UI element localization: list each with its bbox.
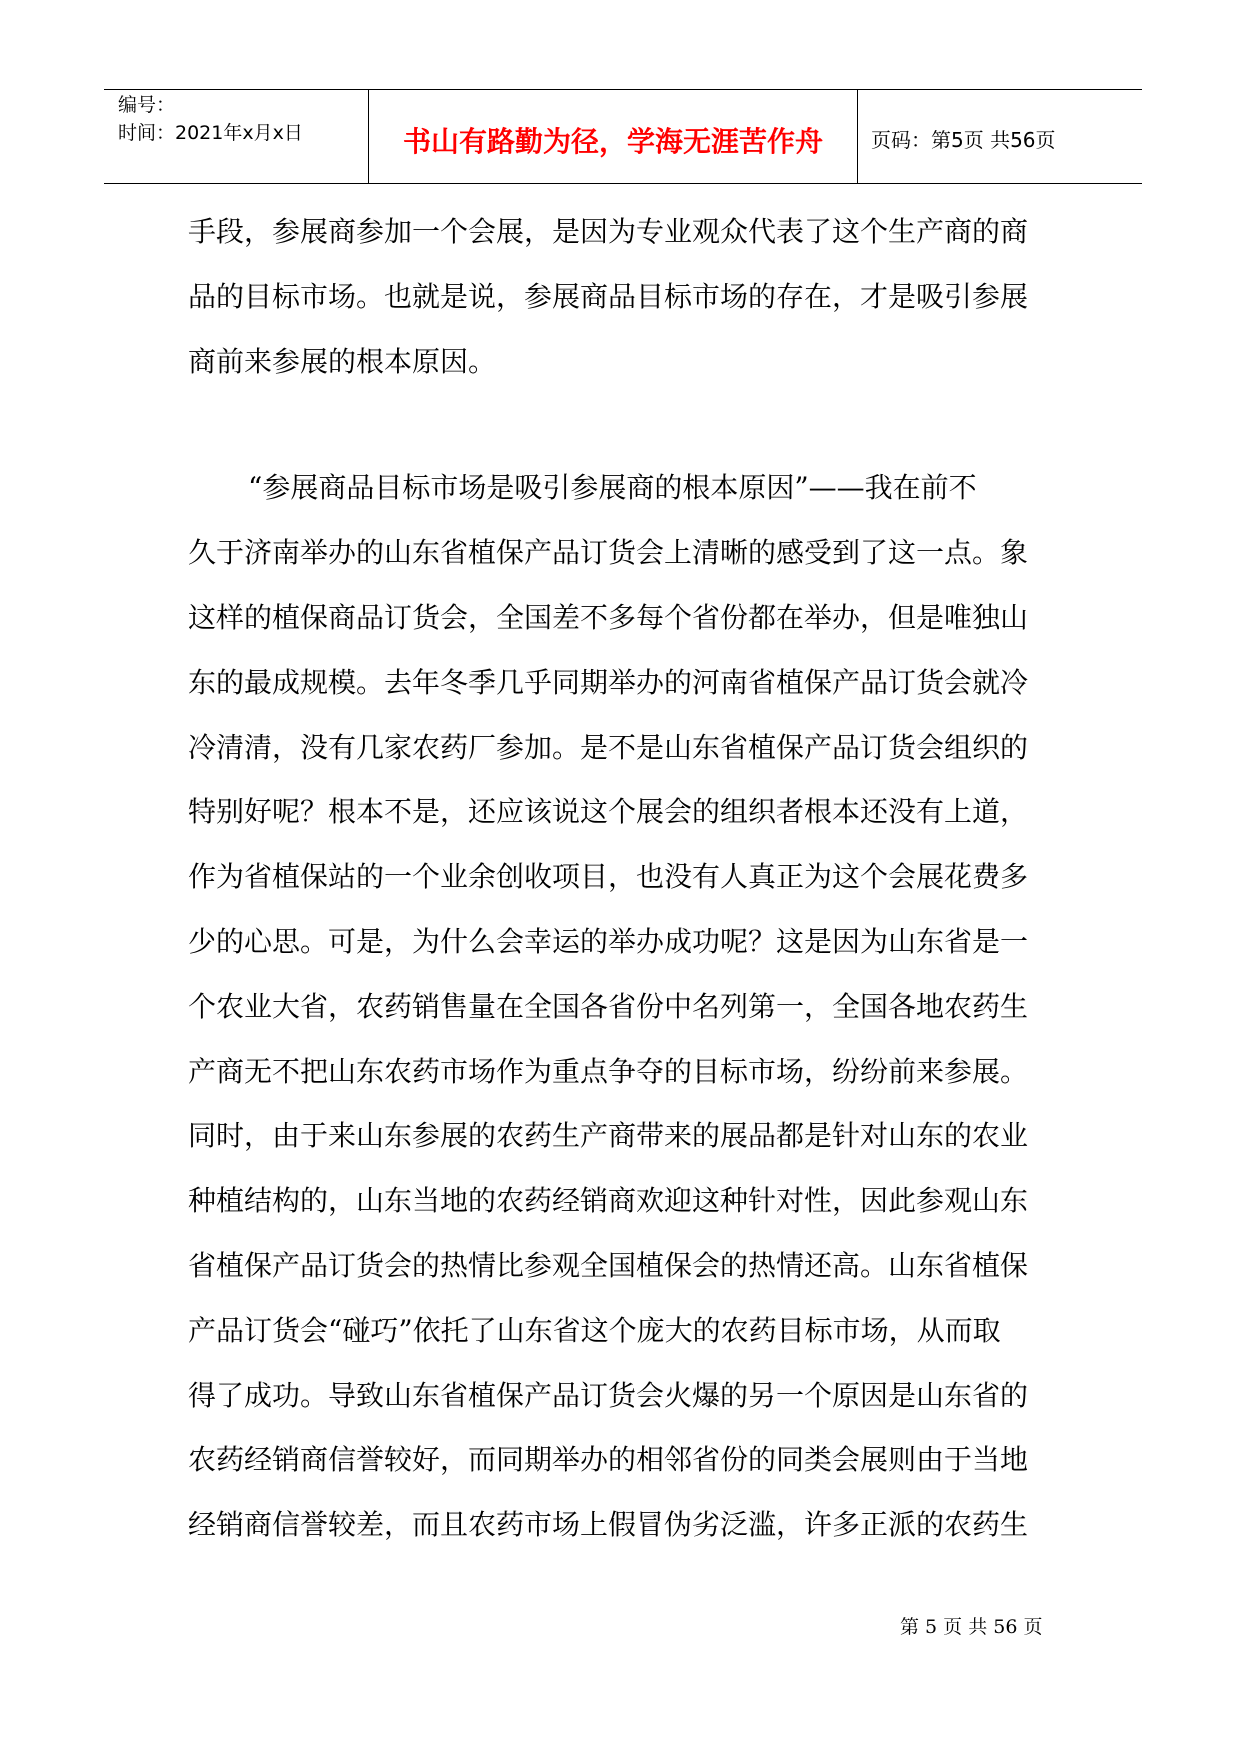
text-line: 省植保产品订货会的热情比参观全国植保会的热情还高。山东省植保 [188,1248,1029,1282]
header-meta-cell [104,90,368,183]
text-line: 少的心思。可是，为什么会幸运的举办成功呢？这是因为山东省是一 [188,924,1029,958]
text-line: 产商无不把山东农药市场作为重点争夺的目标市场，纷纷前来参展。 [188,1054,1029,1088]
document-time-label: 时间：2021年x月x日 [118,122,303,144]
text-line: 经销商信誉较差，而且农药市场上假冒伪劣泛滥，许多正派的农药生 [188,1508,1029,1542]
text-line: 种植结构的，山东当地的农药经销商欢迎这种针对性，因此参观山东 [188,1184,1029,1218]
header-motto-cell [368,90,858,183]
text-line: 这样的植保商品订货会，全国差不多每个省份都在举办，但是唯独山 [188,600,1029,634]
text-line: “参展商品目标市场是吸引参展商的根本原因”——我在前不 [248,471,977,505]
paragraph-spacer [188,394,1058,456]
paragraph-main [188,456,1058,1558]
header-page-cell [857,90,1142,183]
text-line: 商前来参展的根本原因。 [188,344,497,378]
text-line: 得了成功。导致山东省植保产品订货会火爆的另一个原因是山东省的 [188,1378,1029,1412]
text-line: 手段，参展商参加一个会展，是因为专业观众代表了这个生产商的商 [188,215,1029,248]
text-line: 品的目标市场。也就是说，参展商品目标市场的存在，才是吸引参展 [188,279,1029,313]
document-body [188,200,1058,1558]
document-number-label: 编号： [118,94,176,116]
text-line: 东的最成规模。去年冬季几乎同期举办的河南省植保产品订货会就冷 [188,665,1029,699]
header-motto: 书山有路勤为径，学海无涯苦作舟 [402,125,823,158]
text-line: 特别好呢？根本不是，还应该说这个展会的组织者根本还没有上道， [188,795,1029,829]
text-line: 农药经销商信誉较好，而同期举办的相邻省份的同类会展则由于当地 [188,1443,1029,1477]
header-page-code: 页码：第5页 共56页 [871,128,1056,152]
page-footer-number: 第 5 页 共 56 页 [900,1616,1043,1638]
text-line: 作为省植保站的一个业余创收项目，也没有人真正为这个会展花费多 [188,860,1029,894]
text-line: 产品订货会“碰巧”依托了山东省这个庞大的农药目标市场，从而取 [188,1313,1001,1347]
text-line: 冷清清，没有几家农药厂参加。是不是山东省植保产品订货会组织的 [188,730,1029,764]
page-header [104,89,1142,184]
paragraph-continued [188,200,1058,394]
text-line: 久于济南举办的山东省植保产品订货会上清晰的感受到了这一点。象 [188,536,1029,570]
text-line: 个农业大省，农药销售量在全国各省份中名列第一，全国各地农药生 [188,989,1029,1023]
text-line: 同时，由于来山东参展的农药生产商带来的展品都是针对山东的农业 [188,1119,1029,1153]
